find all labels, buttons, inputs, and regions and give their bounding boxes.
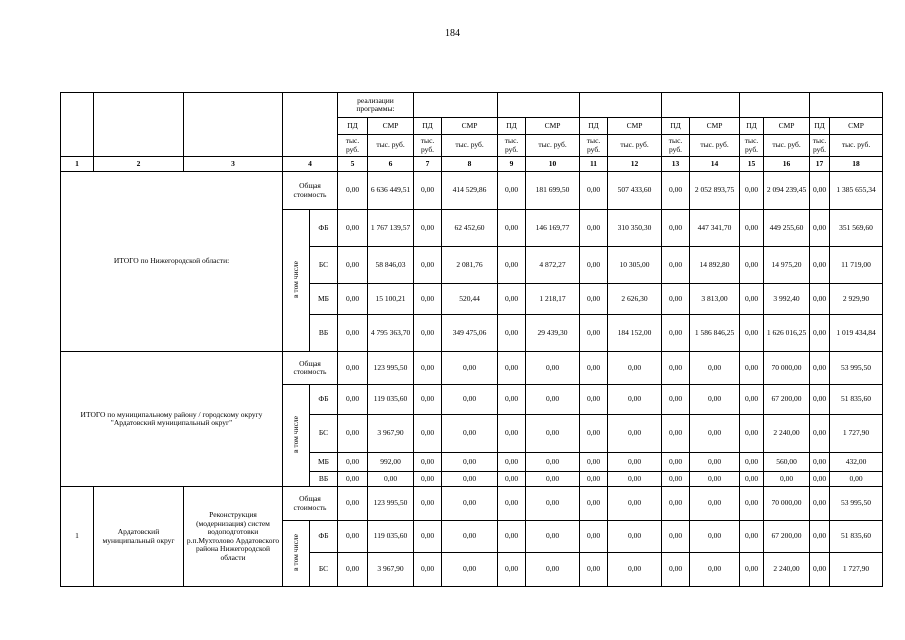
smr-header: СМР — [764, 118, 810, 135]
value-cell: 0,00 — [442, 352, 498, 385]
unit-header: тыс. руб. — [740, 135, 764, 157]
value-cell: 10 305,00 — [608, 247, 662, 284]
including-label: в том числе — [290, 533, 300, 571]
value-cell: 0,00 — [690, 352, 740, 385]
value-cell: 0,00 — [662, 284, 690, 315]
value-cell: 0,00 — [608, 385, 662, 415]
page-number: 184 — [445, 28, 460, 39]
header-blank — [810, 93, 883, 118]
value-cell: 0,00 — [810, 487, 830, 521]
pd-header: ПД — [414, 118, 442, 135]
value-cell: 0,00 — [498, 315, 526, 352]
value-cell: 0,00 — [608, 553, 662, 587]
header-blank — [580, 93, 662, 118]
unit-header: тыс. руб. — [498, 135, 526, 157]
value-cell: 0,00 — [662, 352, 690, 385]
value-cell: 0,00 — [810, 210, 830, 247]
value-cell: 2 929,90 — [830, 284, 883, 315]
column-number: 5 — [338, 157, 368, 172]
value-cell: 0,00 — [662, 472, 690, 487]
value-cell: 992,00 — [368, 453, 414, 472]
value-cell: 0,00 — [740, 415, 764, 453]
row-number: 1 — [61, 487, 94, 587]
unit-header: тыс. руб. — [662, 135, 690, 157]
fund-label: ВБ — [310, 472, 338, 487]
value-cell: 6 636 449,51 — [368, 172, 414, 210]
unit-header: тыс. руб. — [810, 135, 830, 157]
value-cell: 0,00 — [740, 553, 764, 587]
value-cell: 0,00 — [442, 453, 498, 472]
value-cell: 0,00 — [414, 247, 442, 284]
value-cell: 0,00 — [414, 210, 442, 247]
smr-header: СМР — [526, 118, 580, 135]
section-title: ИТОГО по Нижегородской области: — [61, 172, 283, 352]
including-cell — [283, 521, 310, 587]
value-cell: 0,00 — [690, 385, 740, 415]
value-cell: 0,00 — [740, 172, 764, 210]
value-cell: 0,00 — [810, 472, 830, 487]
value-cell: 0,00 — [498, 415, 526, 453]
value-cell: 0,00 — [580, 521, 608, 553]
value-cell: 0,00 — [608, 415, 662, 453]
value-cell: 0,00 — [498, 284, 526, 315]
value-cell: 0,00 — [498, 487, 526, 521]
pd-header: ПД — [580, 118, 608, 135]
value-cell: 0,00 — [810, 415, 830, 453]
value-cell: 0,00 — [338, 385, 368, 415]
value-cell: 14 975,20 — [764, 247, 810, 284]
value-cell: 0,00 — [662, 553, 690, 587]
value-cell: 0,00 — [498, 210, 526, 247]
fund-label: ФБ — [310, 521, 338, 553]
value-cell: 1 385 655,34 — [830, 172, 883, 210]
value-cell: 53 995,50 — [830, 487, 883, 521]
value-cell: 53 995,50 — [830, 352, 883, 385]
header-blank — [662, 93, 740, 118]
value-cell: 0,00 — [526, 553, 580, 587]
fund-label: ФБ — [310, 385, 338, 415]
column-number: 6 — [368, 157, 414, 172]
header-blank — [61, 93, 94, 157]
unit-header: тыс. руб. — [442, 135, 498, 157]
value-cell: 0,00 — [526, 385, 580, 415]
value-cell: 0,00 — [608, 352, 662, 385]
value-cell: 1 767 139,57 — [368, 210, 414, 247]
column-number: 15 — [740, 157, 764, 172]
section2-total-row — [61, 352, 883, 385]
unit-header: тыс. руб. — [764, 135, 810, 157]
value-cell: 351 569,60 — [830, 210, 883, 247]
section1-total-row — [61, 172, 883, 210]
value-cell: 2 240,00 — [764, 553, 810, 587]
unit-header: тыс. руб. — [368, 135, 414, 157]
including-cell — [283, 385, 310, 487]
value-cell: 0,00 — [662, 385, 690, 415]
pd-header: ПД — [740, 118, 764, 135]
value-cell: 3 813,00 — [690, 284, 740, 315]
value-cell: 0,00 — [740, 210, 764, 247]
fund-label: МБ — [310, 453, 338, 472]
value-cell: 0,00 — [740, 284, 764, 315]
column-number: 11 — [580, 157, 608, 172]
value-cell: 0,00 — [580, 352, 608, 385]
value-cell: 0,00 — [338, 472, 368, 487]
value-cell: 14 892,80 — [690, 247, 740, 284]
value-cell: 0,00 — [414, 315, 442, 352]
column-number: 8 — [442, 157, 498, 172]
value-cell: 0,00 — [442, 553, 498, 587]
value-cell: 0,00 — [338, 453, 368, 472]
total-label: Общая стоимость — [283, 352, 338, 385]
column-number: 9 — [498, 157, 526, 172]
fund-label: ВБ — [310, 315, 338, 352]
value-cell: 432,00 — [830, 453, 883, 472]
value-cell: 29 439,30 — [526, 315, 580, 352]
value-cell: 0,00 — [414, 453, 442, 472]
value-cell: 0,00 — [414, 472, 442, 487]
value-cell: 0,00 — [662, 521, 690, 553]
value-cell: 0,00 — [580, 453, 608, 472]
column-number: 13 — [662, 157, 690, 172]
value-cell: 0,00 — [526, 415, 580, 453]
value-cell: 0,00 — [442, 487, 498, 521]
value-cell: 0,00 — [662, 453, 690, 472]
value-cell: 0,00 — [442, 472, 498, 487]
value-cell: 0,00 — [810, 521, 830, 553]
header-blank — [414, 93, 498, 118]
value-cell: 0,00 — [338, 172, 368, 210]
value-cell: 0,00 — [740, 521, 764, 553]
value-cell: 3 967,90 — [368, 553, 414, 587]
column-number: 7 — [414, 157, 442, 172]
value-cell: 67 200,00 — [764, 521, 810, 553]
pd-header: ПД — [498, 118, 526, 135]
value-cell: 67 200,00 — [764, 385, 810, 415]
value-cell: 0,00 — [498, 553, 526, 587]
value-cell: 0,00 — [580, 553, 608, 587]
pd-header: ПД — [662, 118, 690, 135]
smr-header: СМР — [368, 118, 414, 135]
unit-header: тыс. руб. — [580, 135, 608, 157]
value-cell: 1 019 434,84 — [830, 315, 883, 352]
value-cell: 0,00 — [338, 284, 368, 315]
value-cell: 0,00 — [580, 415, 608, 453]
value-cell: 0,00 — [740, 453, 764, 472]
fund-label: БС — [310, 415, 338, 453]
value-cell: 0,00 — [740, 487, 764, 521]
value-cell: 0,00 — [414, 385, 442, 415]
value-cell: 2 094 239,45 — [764, 172, 810, 210]
value-cell: 0,00 — [498, 247, 526, 284]
value-cell: 4 872,27 — [526, 247, 580, 284]
column-number-row — [61, 157, 883, 172]
value-cell: 70 000,00 — [764, 487, 810, 521]
value-cell: 0,00 — [526, 352, 580, 385]
value-cell: 123 995,50 — [368, 487, 414, 521]
value-cell: 0,00 — [662, 415, 690, 453]
unit-header: тыс. руб. — [414, 135, 442, 157]
value-cell: 0,00 — [338, 415, 368, 453]
value-cell: 0,00 — [580, 172, 608, 210]
value-cell: 0,00 — [608, 472, 662, 487]
budget-table — [60, 92, 883, 587]
value-cell: 0,00 — [414, 172, 442, 210]
column-number: 16 — [764, 157, 810, 172]
value-cell: 0,00 — [810, 315, 830, 352]
value-cell: 0,00 — [414, 415, 442, 453]
value-cell: 0,00 — [414, 553, 442, 587]
value-cell: 0,00 — [414, 521, 442, 553]
value-cell: 0,00 — [580, 284, 608, 315]
value-cell: 0,00 — [580, 487, 608, 521]
value-cell: 3 992,40 — [764, 284, 810, 315]
value-cell: 414 529,86 — [442, 172, 498, 210]
value-cell: 15 100,21 — [368, 284, 414, 315]
value-cell: 0,00 — [690, 453, 740, 472]
total-label: Общая стоимость — [283, 172, 338, 210]
fund-label: БС — [310, 553, 338, 587]
value-cell: 0,00 — [810, 385, 830, 415]
value-cell: 0,00 — [580, 210, 608, 247]
column-number: 10 — [526, 157, 580, 172]
value-cell: 0,00 — [338, 210, 368, 247]
unit-header: тыс. руб. — [690, 135, 740, 157]
column-number: 18 — [830, 157, 883, 172]
value-cell: 0,00 — [338, 487, 368, 521]
value-cell: 0,00 — [442, 385, 498, 415]
fund-label: ФБ — [310, 210, 338, 247]
pd-header: ПД — [338, 118, 368, 135]
value-cell: 0,00 — [690, 553, 740, 587]
column-number: 2 — [94, 157, 184, 172]
including-label: в том числе — [290, 415, 300, 453]
fund-label: МБ — [310, 284, 338, 315]
value-cell: 0,00 — [498, 521, 526, 553]
smr-header: СМР — [442, 118, 498, 135]
value-cell: 560,00 — [764, 453, 810, 472]
value-cell: 0,00 — [740, 315, 764, 352]
value-cell: 0,00 — [830, 472, 883, 487]
header-row — [61, 93, 883, 118]
header-blank — [498, 93, 580, 118]
value-cell: 0,00 — [442, 415, 498, 453]
value-cell: 0,00 — [690, 521, 740, 553]
smr-header: СМР — [690, 118, 740, 135]
column-number: 4 — [283, 157, 338, 172]
value-cell: 0,00 — [526, 487, 580, 521]
value-cell: 0,00 — [662, 487, 690, 521]
value-cell: 3 967,90 — [368, 415, 414, 453]
unit-header: тыс. руб. — [830, 135, 883, 157]
value-cell: 1 218,17 — [526, 284, 580, 315]
column-number: 1 — [61, 157, 94, 172]
value-cell: 62 452,60 — [442, 210, 498, 247]
section3-total-row — [61, 487, 883, 521]
value-cell: 0,00 — [662, 210, 690, 247]
value-cell: 0,00 — [580, 315, 608, 352]
smr-header: СМР — [608, 118, 662, 135]
value-cell: 0,00 — [662, 315, 690, 352]
unit-header: тыс. руб. — [608, 135, 662, 157]
value-cell: 2 052 893,75 — [690, 172, 740, 210]
column-number: 3 — [184, 157, 283, 172]
value-cell: 0,00 — [608, 521, 662, 553]
section-title: ИТОГО по муниципальному району / городскому округу "Ардатовский муниципальный округ" — [61, 352, 283, 487]
value-cell: 119 035,60 — [368, 521, 414, 553]
district-name: Ардатовский муниципальный округ — [94, 487, 184, 587]
smr-header: СМР — [830, 118, 883, 135]
value-cell: 70 000,00 — [764, 352, 810, 385]
value-cell: 0,00 — [690, 415, 740, 453]
value-cell: 119 035,60 — [368, 385, 414, 415]
value-cell: 51 835,60 — [830, 521, 883, 553]
value-cell: 449 255,60 — [764, 210, 810, 247]
value-cell: 0,00 — [338, 521, 368, 553]
value-cell: 0,00 — [498, 352, 526, 385]
value-cell: 4 795 363,70 — [368, 315, 414, 352]
column-number: 14 — [690, 157, 740, 172]
value-cell: 0,00 — [498, 172, 526, 210]
value-cell: 0,00 — [368, 472, 414, 487]
value-cell: 1 586 846,25 — [690, 315, 740, 352]
value-cell: 0,00 — [608, 487, 662, 521]
value-cell: 0,00 — [740, 352, 764, 385]
value-cell: 0,00 — [580, 472, 608, 487]
value-cell: 0,00 — [442, 521, 498, 553]
value-cell: 0,00 — [338, 315, 368, 352]
value-cell: 0,00 — [810, 553, 830, 587]
value-cell: 447 341,70 — [690, 210, 740, 247]
pd-header: ПД — [810, 118, 830, 135]
value-cell: 58 846,03 — [368, 247, 414, 284]
value-cell: 0,00 — [338, 247, 368, 284]
value-cell: 1 727,90 — [830, 553, 883, 587]
value-cell: 0,00 — [740, 472, 764, 487]
header-blank — [94, 93, 184, 157]
including-label: в том числе — [290, 260, 300, 298]
value-cell: 0,00 — [498, 472, 526, 487]
value-cell: 0,00 — [580, 385, 608, 415]
value-cell: 0,00 — [526, 521, 580, 553]
value-cell: 51 835,60 — [830, 385, 883, 415]
value-cell: 507 433,60 — [608, 172, 662, 210]
value-cell: 0,00 — [810, 284, 830, 315]
value-cell: 520,44 — [442, 284, 498, 315]
value-cell: 0,00 — [764, 472, 810, 487]
value-cell: 123 995,50 — [368, 352, 414, 385]
value-cell: 1 626 016,25 — [764, 315, 810, 352]
value-cell: 146 169,77 — [526, 210, 580, 247]
value-cell: 0,00 — [740, 385, 764, 415]
value-cell: 0,00 — [608, 453, 662, 472]
value-cell: 0,00 — [526, 453, 580, 472]
value-cell: 0,00 — [810, 352, 830, 385]
value-cell: 310 350,30 — [608, 210, 662, 247]
value-cell: 349 475,06 — [442, 315, 498, 352]
total-label: Общая стоимость — [283, 487, 338, 521]
value-cell: 0,00 — [526, 472, 580, 487]
value-cell: 2 626,30 — [608, 284, 662, 315]
value-cell: 0,00 — [740, 247, 764, 284]
value-cell: 0,00 — [810, 172, 830, 210]
object-name: Реконструкция (модернизация) систем водоподготовки р.п.Мухтолово Ардатовского района Нижегородской области — [184, 487, 283, 587]
column-number: 17 — [810, 157, 830, 172]
value-cell: 0,00 — [690, 472, 740, 487]
value-cell: 0,00 — [498, 453, 526, 472]
value-cell: 0,00 — [414, 352, 442, 385]
unit-header: тыс. руб. — [338, 135, 368, 157]
value-cell: 181 699,50 — [526, 172, 580, 210]
value-cell: 0,00 — [580, 247, 608, 284]
fund-label: БС — [310, 247, 338, 284]
value-cell: 0,00 — [690, 487, 740, 521]
value-cell: 0,00 — [414, 487, 442, 521]
value-cell: 0,00 — [414, 284, 442, 315]
value-cell: 0,00 — [810, 247, 830, 284]
header-blank — [740, 93, 810, 118]
value-cell: 2 081,76 — [442, 247, 498, 284]
value-cell: 0,00 — [338, 352, 368, 385]
realization-header: реализации программы: — [338, 93, 414, 118]
value-cell: 0,00 — [662, 172, 690, 210]
column-number: 12 — [608, 157, 662, 172]
value-cell: 0,00 — [810, 453, 830, 472]
value-cell: 1 727,90 — [830, 415, 883, 453]
including-cell — [283, 210, 310, 352]
value-cell: 0,00 — [498, 385, 526, 415]
value-cell: 11 719,00 — [830, 247, 883, 284]
value-cell: 0,00 — [338, 553, 368, 587]
unit-header: тыс. руб. — [526, 135, 580, 157]
header-blank — [184, 93, 283, 157]
value-cell: 2 240,00 — [764, 415, 810, 453]
value-cell: 0,00 — [662, 247, 690, 284]
header-blank — [283, 93, 338, 157]
value-cell: 184 152,00 — [608, 315, 662, 352]
